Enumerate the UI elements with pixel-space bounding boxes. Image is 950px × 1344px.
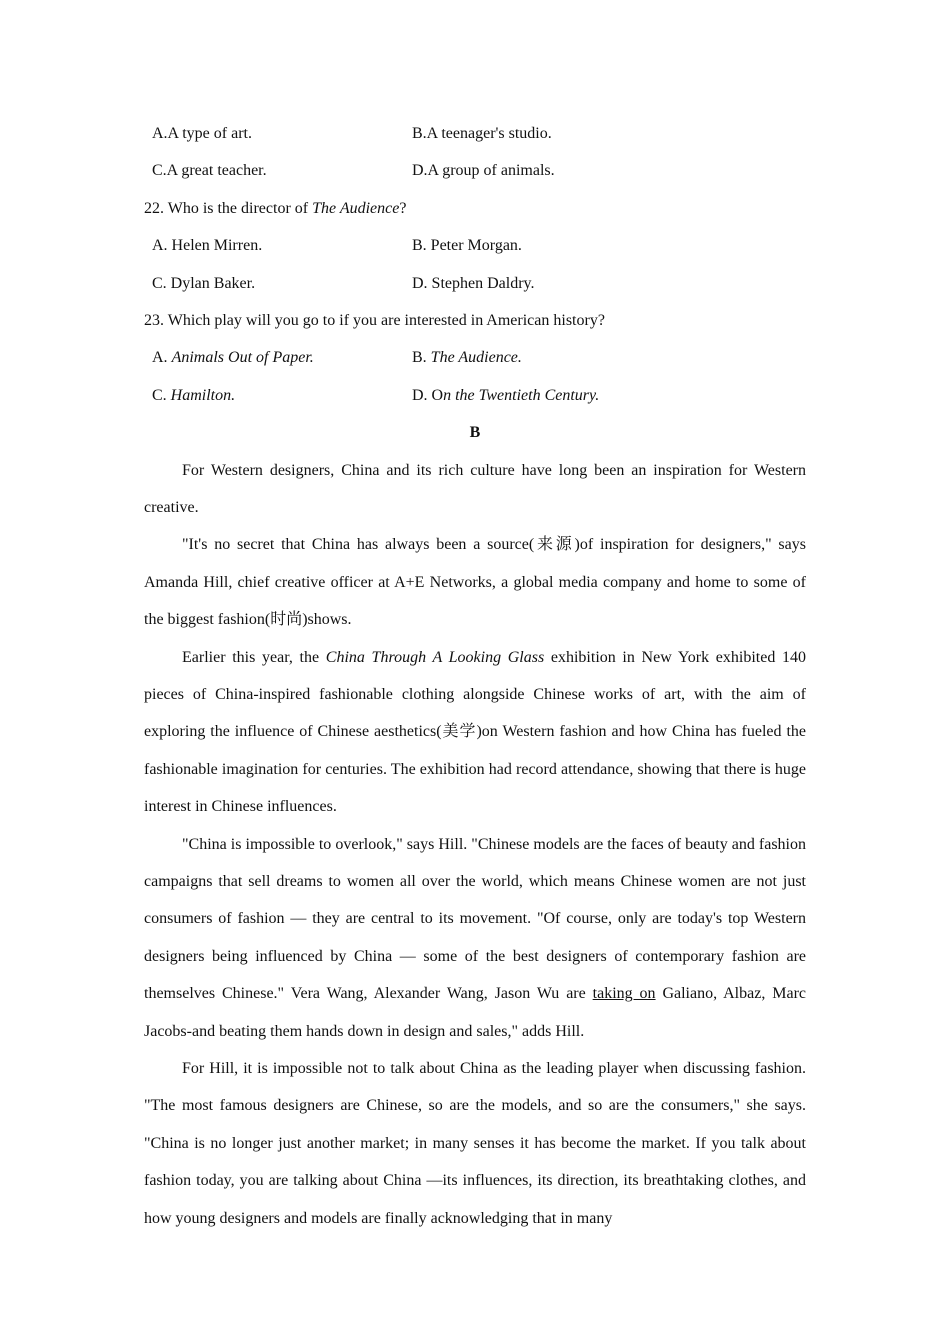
q21-option-d: D.A group of animals. [412, 162, 555, 180]
q21-options-row-1 [144, 115, 806, 152]
q23-options-row-1 [144, 339, 806, 376]
section-title: B [469, 424, 481, 442]
passage-paragraph-3 [144, 639, 806, 826]
passage-paragraph-4-after: Galiano, Albaz, Marc Jacobs-and beating them hands down in design and sales," adds Hill. [144, 985, 806, 1040]
q22-option-a: A. Helen Mirren. [152, 237, 263, 255]
document-page [144, 115, 806, 1237]
q21-options-row-2 [144, 152, 806, 189]
q23-option-c [152, 377, 235, 414]
q21-option-b: B.A teenager's studio. [412, 125, 552, 142]
passage-paragraph-4 [144, 826, 806, 1050]
q23-option-a-prefix: A. [152, 349, 172, 367]
passage-paragraph-3-before: Earlier this year, the [182, 648, 326, 666]
q22-option-c: C. Dylan Baker. [152, 274, 256, 292]
q22-stem-title: The Audience [312, 199, 400, 217]
q22-option-d: D. Stephen Daldry. [412, 274, 535, 292]
q21-option-c: C.A great teacher. [152, 162, 267, 180]
passage-paragraph-4-before: "China is impossible to overlook," says Hill. "Chinese models are the faces of beauty and fashion campaigns that sell dreams to women all over the world, which means Chinese women are not just consumers of fashion — they are central to its movement. "Of course, only are today's top Western designers being influenced by China — some of the best designers of contemporary fashion are themselves Chinese." Vera Wang, Alexander Wang, Jason Wu are [144, 835, 806, 1003]
q23-option-a-title: Animals Out of Paper. [171, 349, 314, 367]
exhibition-title: China Through A Looking Glass [325, 648, 545, 666]
q22-options-row-1 [144, 227, 806, 264]
q23-option-d-prefix: D. O [412, 386, 444, 404]
q23-option-c-prefix: C. [152, 386, 171, 404]
q22-stem-after: ? [399, 199, 407, 217]
q23-option-b-prefix: B. [412, 349, 431, 367]
passage-paragraph-1: For Western designers, China and its rich culture have long been an inspiration for Western creative. [144, 461, 806, 516]
q23-option-b [412, 339, 522, 376]
q23-option-d [412, 377, 599, 414]
underlined-phrase: taking on [592, 985, 656, 1003]
passage-paragraph-3-after: exhibition in New York exhibited 140 pieces of China-inspired fashionable clothing alongside Chinese works of art, with the aim of exploring the influence of Chinese aesthetics(美学)on Western fashion and how China has fueled the fashionable imagination for centuries. The exhibition had record attendance, showing that there is huge interest in Chinese influences. [144, 648, 806, 816]
q22-options-row-2 [144, 265, 806, 302]
passage-paragraph-2: "It's no secret that China has always been a source(来源)of inspiration for designers," says Amanda Hill, chief creative officer at A+E Networks, a global media company and home to some of the biggest fashion(时尚)shows. [144, 536, 806, 629]
passage-paragraph-5: For Hill, it is impossible not to talk about China as the leading player when discussing fashion. "The most famous designers are Chinese, so are the models, and so are the consumers," she says. "China is no longer just another market; in many senses it has become the market. If you talk about fashion today, you are talking about China —its influences, its direction, its breathtaking clothes, and how young designers and models are finally acknowledging that in many [144, 1060, 806, 1227]
q23-stem: 23. Which play will you go to if you are interested in American history? [144, 311, 605, 329]
q22-stem-before: 22. Who is the director of [144, 199, 313, 217]
q23-options-row-2 [144, 377, 806, 414]
q23-option-c-title: Hamilton. [170, 386, 236, 404]
q21-option-a: A.A type of art. [152, 125, 252, 142]
q22-stem [144, 190, 806, 227]
q23-option-b-title: The Audience. [430, 349, 522, 367]
q23-option-a [152, 339, 314, 376]
q22-option-b: B. Peter Morgan. [412, 237, 522, 255]
q23-option-d-title: n the Twentieth Century. [443, 386, 600, 404]
